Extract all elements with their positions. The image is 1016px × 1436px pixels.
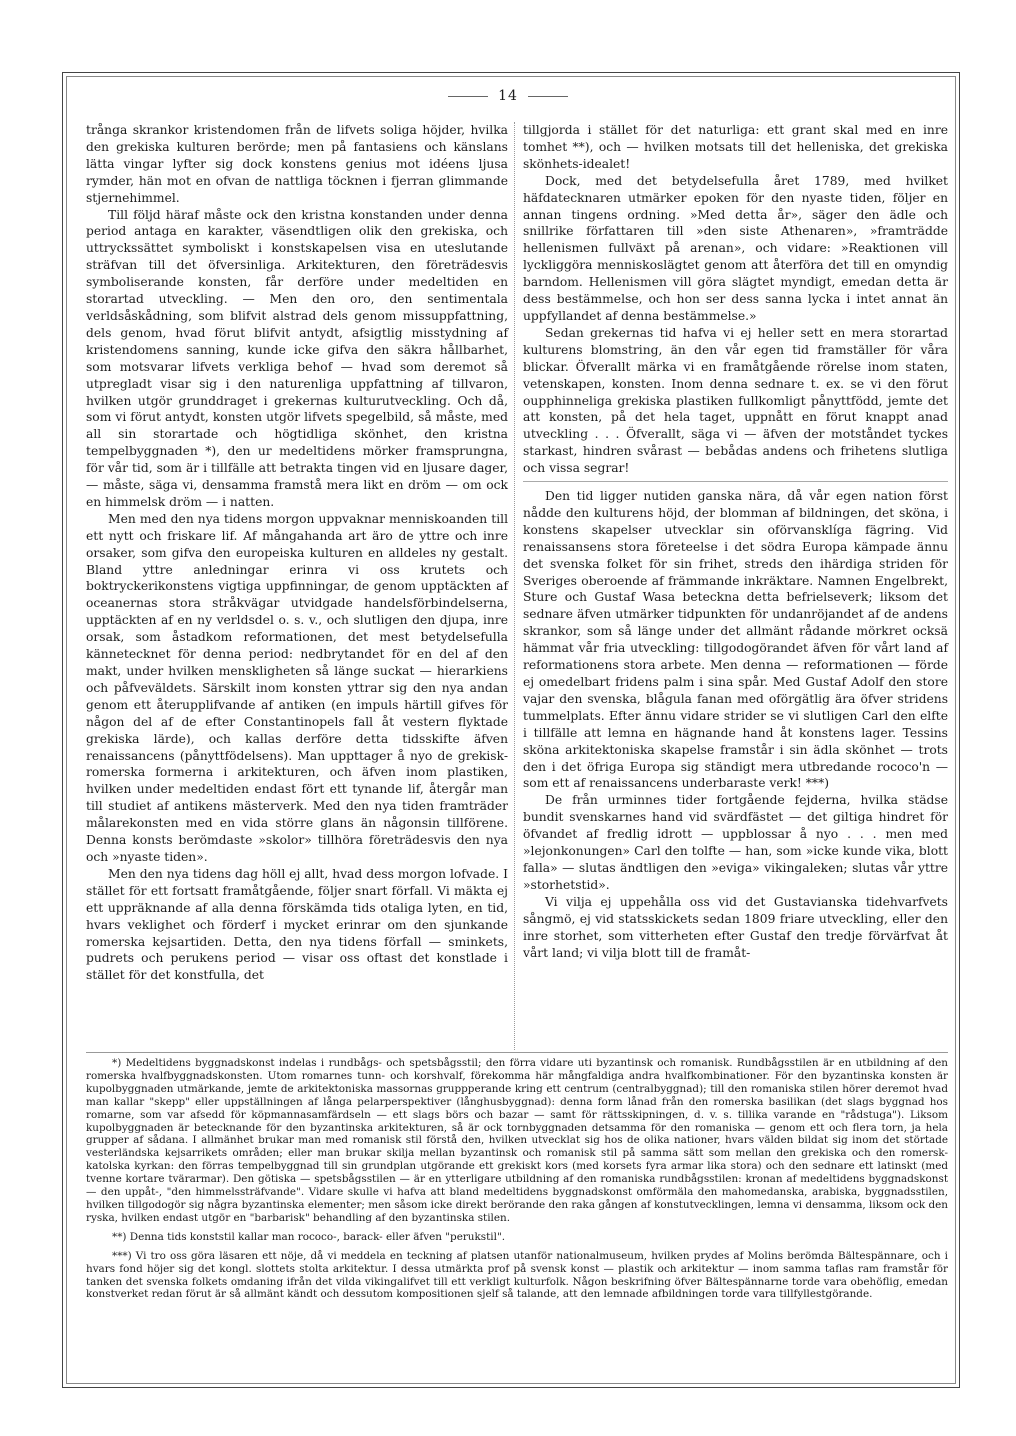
paragraph: Vi vilja ej uppehålla oss vid det Gustavianska tidehvarfvets sångmö, ej vid statsskickets sedan 1809 friare utveckling, eller den inre storhet, som vitterheten efter Gustaf den tredje förvärfvat åt vårt land; vi vilja blott till de framåt- — [523, 894, 948, 960]
page-number-rule-left — [448, 96, 488, 97]
footnotes — [86, 1052, 948, 1307]
right-column — [523, 122, 948, 961]
paragraph: Sedan grekernas tid hafva vi ej heller sett en mera storartad kulturens blomstring, än den vår egen tid framställer för våra blickar. Öfverallt märka vi en framåtgående rörelse inom staten, vetenskapen, konsten. Inom denna sednare t. ex. se vi den förut oupphinneliga grekiska plastiken fullkomligt pånyttfödd, jemte det att konsten, på det hela taget, uppnått en förut knappt anad utveckling . . . Öfverallt, säga vi — äfven der motståndet tyckes starkast, hindren svårast — bebådas andens och frihetens slutliga och vissa segrar! — [523, 325, 948, 476]
paragraph: Men den nya tidens dag höll ej allt, hvad dess morgon lofvade. I stället för ett fortsatt framåtgående, följer snart förfall. Vi mäkta ej ett uppräknande af alla denna förskämda tids otaliga lyten, en tid, hvars veklighet och förderf i mycket erinrar om den sjunkande romerska kejsartiden. Detta, den nya tidens förfall — sminkets, pudrets och perukens period — visar oss oftast det konstlade i stället för det konstfulla, det — [86, 866, 508, 983]
paragraph: trånga skrankor kristendomen från de lifvets soliga höjder, hvilka den grekiska kulturen berörde; men på fantasiens och känslans lätta vingar lyfter sig dock konstens genius mot idéens ljusa rymder, hän mot en ofvan de nattliga töcknen i fjerran glimmande stjernehimmel. — [86, 123, 508, 205]
page-number-rule-right — [528, 96, 568, 97]
footnote: *) Medeltidens byggnadskonst indelas i rundbågs- och spetsbågsstil; den förra vidare uti byzantinsk och romanisk. Rundbågsstilen är en utbildning af den romerska hvalfbyggnadskonsten. Utom romarnes tunn- och korshvalf, förekomma här mångfaldiga andra hvalfkombinationer. För den byzantinska konsten är kupolbyggnaden utmärkande, jemte de arkitektoniska massornas gruppperande kring ett centrum (centralbyggnad); till den romaniska stilen hörer deremot hvad man kallar "skepp" eller uppställningen af långa pelarperspektiver (långhusbyggnad): denna form lånad från den romerska basilikan (det slags byggnad hos romarne, som var afsedd för köpmannasamfärdseln — ett slags börs och bazar — samt för rättsskipningen, d. v. s. tillika varande en "rådstuga"). Liksom kupolbyggnaden är betecknande för den byzantinska arkitekturen, så är ock tornbyggnaden detsamma för den romaniska — genom ett och flera torn, ja hela grupper af sådana. I allmänhet brukar man med romanisk stil förstå den, hvilken utvecklat sig hos de olika nationer, hvars välden bildat sig inom det störtade vesterländska kejsarrikets områden; eller man brukar skilja mellan byzantinsk och romanisk stil på samma sätt som mellan den grekiska och den romersk-katolska kyrkan: den förras tempelbyggnad till sin grundplan utgörande ett grekiskt kors (med korsets fyra armar lika stora) och den sednare ett latinskt (med tvenne kortare tvärarmar). Den götiska — spetsbågsstilen — är en ytterligare utbildning af den romaniska rundbågsstilen: kronan af medeltidens byggnadskonst — den uppåt-, "den himmelssträfvande". Vidare skulle vi hafva att bland medeltidens byggnadskonst omförmäla den mahomedanska, arabiska, byggnadsstilen, hvilken tillgodogör sig några byzantinska elementer; men såsom icke direkt berörande den raka gången af konstutvecklingen, lemna vi densamma, liksom ock den ryska, hvilken endast utgör en "barbarisk" behandling af den byzantinska stilen. — [86, 1057, 948, 1224]
paragraph: Den tid ligger nutiden ganska nära, då vår egen nation först nådde den kulturens höjd, der blomman af bildningen, det sköna, i konstens skapelser utvecklar sin oförvansklíga fägring. Vid renaissansens stora företeelse i det södra Europa kämpade ännu det svenska folket för sin frihet, streds den ihärdiga striden för Sveriges oberoende af främmande inkräktare. Namnen Engelbrekt, Sture och Gustaf Wasa beteckna detta befrielseverk; liksom det sednare äfven utmärker tidpunkten för undanröjandet af de andens skrankor, som så länge under det allmänt rådande mörkret ocksä hämmat vår fria utveckling: tillgodogörandet äfven för vårt land af reformationens stora arbete. Men denna — reformationen — förde ej omedelbart fridens palm i sina spår. Med Gustaf Adolf den store vajar den svenska, blågula fanan med oförgätlig ära öfver stridens tummelplats. Efter ännu vidare strider se vi slutligen Carl den elfte i tillfälle att lemna en hägnande hand åt konstens lager. Tessins sköna arkitektoniska skapelse framstår i sin ädla skönhet — trots den i det öfriga Europa sig ständigt mera utbredande rococo'n — som ett af renaissancens underbaraste verk! ***) — [523, 489, 948, 791]
section-rule — [523, 481, 948, 482]
column-divider — [514, 122, 515, 1050]
paragraph: tillgjorda i stället för det naturliga: ett grant skal med en inre tomhet **), och — hvilken motsats till det helleniska, det grekiska skönhets-idealet! — [523, 123, 948, 171]
footnote-rule — [86, 1052, 948, 1053]
footnote: ***) Vi tro oss göra läsaren ett nöje, då vi meddela en teckning af platsen utanför nationalmuseum, hvilken prydes af Molins berömda Bältespännare, och i hvars fond höjer sig det kongl. slottets stolta arkitektur. I dessa utmärkta prof på svensk konst — plastik och arkitektur — inom samma taflas ram framstår för tanken det svenska folkets omdaning ifrån det vilda vikingalifvet till ett verkligt kulturfolk. Någon beskrifning öfver Bältespännarne torde vara obehöflig, emedan konstverket redan förut är så allmänt kändt och dessutom kompositionen sjelf så talande, att den lemnade afbildningen torde vara tillfyllestgörande. — [86, 1249, 948, 1301]
paragraph: Till följd häraf måste ock den kristna konstanden under denna period antaga en karakter, väsendtligen olik den grekiska, och uttryckssättet symboliskt i konstskapelsen visa en uteslutande sträfvan till det öfversinliga. Arkitekturen, den företrädesvis symboliserande konsten, får derföre under medeltiden en storartad utveckling. — Men den oro, den sentimentala verldsåskådning, som blifvit alstrad dels genom missuppfattning, dels genom, hvad förut blifvit antydt, afsigtlig misstydning af kristendomens sanning, kunde icke gifva den säkra hållbarhet, som motsvarar lifvets verkliga behof — hvad som deremot så utpregladt visar sig i den naturenliga uppfattning af tillvaron, hvilken utgör grunddraget i grekernas kulturutveckling. Och då, som vi förut antydt, konsten utgör lifvets spegelbild, så måste, med all sin storartade och högtidliga skönhet, den kristna tempelbyggnaden *), den ur medeltidens mörker framsprungna, för vår tid, som är i tillfälle att betrakta tingen vid en ljusare dager, — måste, säga vi, densamma framstå mera likt en dröm — om ock en himmelsk dröm — i natten. — [86, 207, 508, 509]
footnote: **) Denna tids konststil kallar man rococo-, barack- eller äfven "perukstil". — [112, 1230, 506, 1243]
paragraph: Men med den nya tidens morgon uppvaknar menniskoanden till ett nytt och friskare lif. Af mångahanda art äro de yttre och inre orsaker, som gifva den europeiska kulturen en alldeles ny gestalt. Bland yttre anledningar erinra vi oss krutets och boktryckerikonstens vigtiga uppfinningar, de genom upptäckten af oceanernas stora stråkvägar utvidgade handelsförbindelserna, upptäckten af en ny verldsdel o. s. v., och slutligen den djupa, inre orsak, som åstadkom reformationen, det mest betydelsefulla kännetecknet för denna period: nedbrytandet för en del af den makt, under hvilken menskligheten så länge suckat — hierarkiens och påfveväldets. Särskilt inom konsten yttrar sig den nya andan genom ett återupplifvande af antiken (en impuls härtill gifves för någon del af de efter Constantinopels fall åt vestern flyktade grekiska lärde), och kallas derföre detta tidsskifte äfven renaissancens (pånyttfödelsens). Man uppttager å nyo de grekisk-romerska formerna i arkitekturen, och äfven inom plastiken, hvilken under medeltiden endast fört ett tynande lif, återgår man till studiet af antikens mästerverk. Med den nya tiden framträder målarekonsten med en vida större glans än någonsin tillförene. Denna konsts berömdaste »skolor» tillhöra företrädesvis den nya och »nyaste tiden». — [86, 511, 508, 864]
left-column — [86, 122, 508, 984]
page-number-text: 14 — [498, 88, 518, 104]
paragraph: De från urminnes tider fortgående fejderna, hvilka städse bundit svenskarnes hand vid svärdfästet — det giltiga hindret för öfvandet af fredlig idrott — uppblossar å nyo . . . men med »lejonkonungen» Carl den tolfte — han, som »icke kunde vika, blott falla» — slutas ändtligen den »eviga» vikingaleken; slutas vår yttre »storhetstid». — [523, 793, 948, 892]
paragraph: Dock, med det betydelsefulla året 1789, med hvilket häfdatecknaren utmärker epoken för den nyaste tiden, följer en annan tingens ordning. »Med detta år», säger den ädle och snillrike författaren till »den siste Athenaren», »framträdde hellenismen fullväxt på arenan», och vidare: »Reaktionen vill lyckliggöra menniskoslägtet genom att återföra det till en omyndig barndom. Hellenismen vill göra slägtet myndigt, emedan detta är dess bestämmelse, och hon ser dess sanna lycka i intet annat än uppfyllandet af denna bestämmelse.» — [523, 173, 948, 323]
page-number — [0, 88, 1016, 104]
